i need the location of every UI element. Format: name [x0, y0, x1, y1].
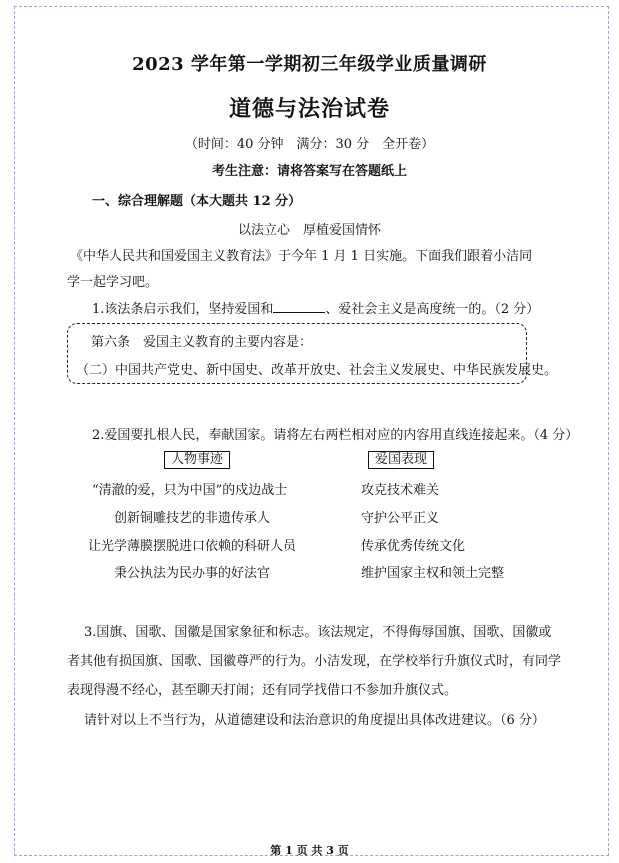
- exam-notice: 考生注意：请将答案写在答题纸上: [211, 164, 407, 179]
- question-3-line-3: 表现得漫不经心，甚至聊天打闹；还有同学找借口不参加升旗仪式。: [67, 683, 458, 698]
- exam-info: （时间：40 分钟 满分：30 分 全开卷）: [184, 137, 435, 152]
- page-number: 第 1 页 共 3 页: [270, 844, 349, 857]
- exam-title: 2023 学年第一学期初三年级学业质量调研: [132, 54, 487, 75]
- left-item-2: 创新铜雕技艺的非遗传承人: [114, 511, 271, 526]
- left-item-4: 秉公执法为民办事的好法官: [114, 566, 271, 581]
- right-item-1: 攻克技术难关: [361, 483, 440, 498]
- question-1-prefix: 1.该法条启示我们，坚持爱国和: [92, 302, 274, 317]
- subject-title: 道德与法治试卷: [228, 96, 390, 122]
- law-excerpt-line-1: 第六条 爱国主义教育的主要内容是：: [91, 335, 313, 350]
- section-topic: 以法立心 厚植爱国情怀: [237, 223, 381, 238]
- right-item-3: 传承优秀传统文化: [361, 539, 466, 554]
- answer-blank[interactable]: [273, 300, 325, 313]
- left-item-3: 让光学薄膜摆脱进口依赖的科研人员: [88, 539, 297, 554]
- left-column-header: 人物事迹: [164, 451, 230, 469]
- right-item-2: 守护公平正义: [361, 511, 440, 526]
- law-excerpt-line-2: （二）中国共产党史、新中国史、改革开放史、社会主义发展史、中华民族发展史。: [76, 363, 558, 378]
- question-3-line-1: 3.国旗、国歌、国徽是国家象征和标志。该法规定，不得侮辱国旗、国歌、国徽或: [84, 625, 552, 640]
- section-heading: 一、综合理解题（本大题共 12 分）: [92, 194, 302, 209]
- left-item-1: “清澈的爱，只为中国”的戍边战士: [92, 483, 288, 498]
- question-1: [92, 298, 539, 317]
- right-column-header: 爱国表现: [368, 451, 434, 469]
- right-item-4: 维护国家主权和领土完整: [361, 566, 505, 581]
- intro-line-1: 《中华人民共和国爱国主义教育法》于今年 1 月 1 日实施。下面我们跟着小洁同: [70, 249, 533, 264]
- question-3-line-4: 请针对以上不当行为，从道德建设和法治意识的角度提出具体改进建议。（6 分）: [84, 713, 545, 728]
- question-1-suffix: 、爱社会主义是高度统一的。（2 分）: [325, 302, 540, 317]
- intro-line-2: 学一起学习吧。: [67, 275, 159, 290]
- question-2: 2.爱国要扎根人民，奉献国家。请将左右两栏相对应的内容用直线连接起来。（4 分）: [92, 428, 579, 443]
- question-3-line-2: 者其他有损国旗、国歌、国徽尊严的行为。小洁发现，在学校举行升旗仪式时，有同学: [67, 654, 562, 669]
